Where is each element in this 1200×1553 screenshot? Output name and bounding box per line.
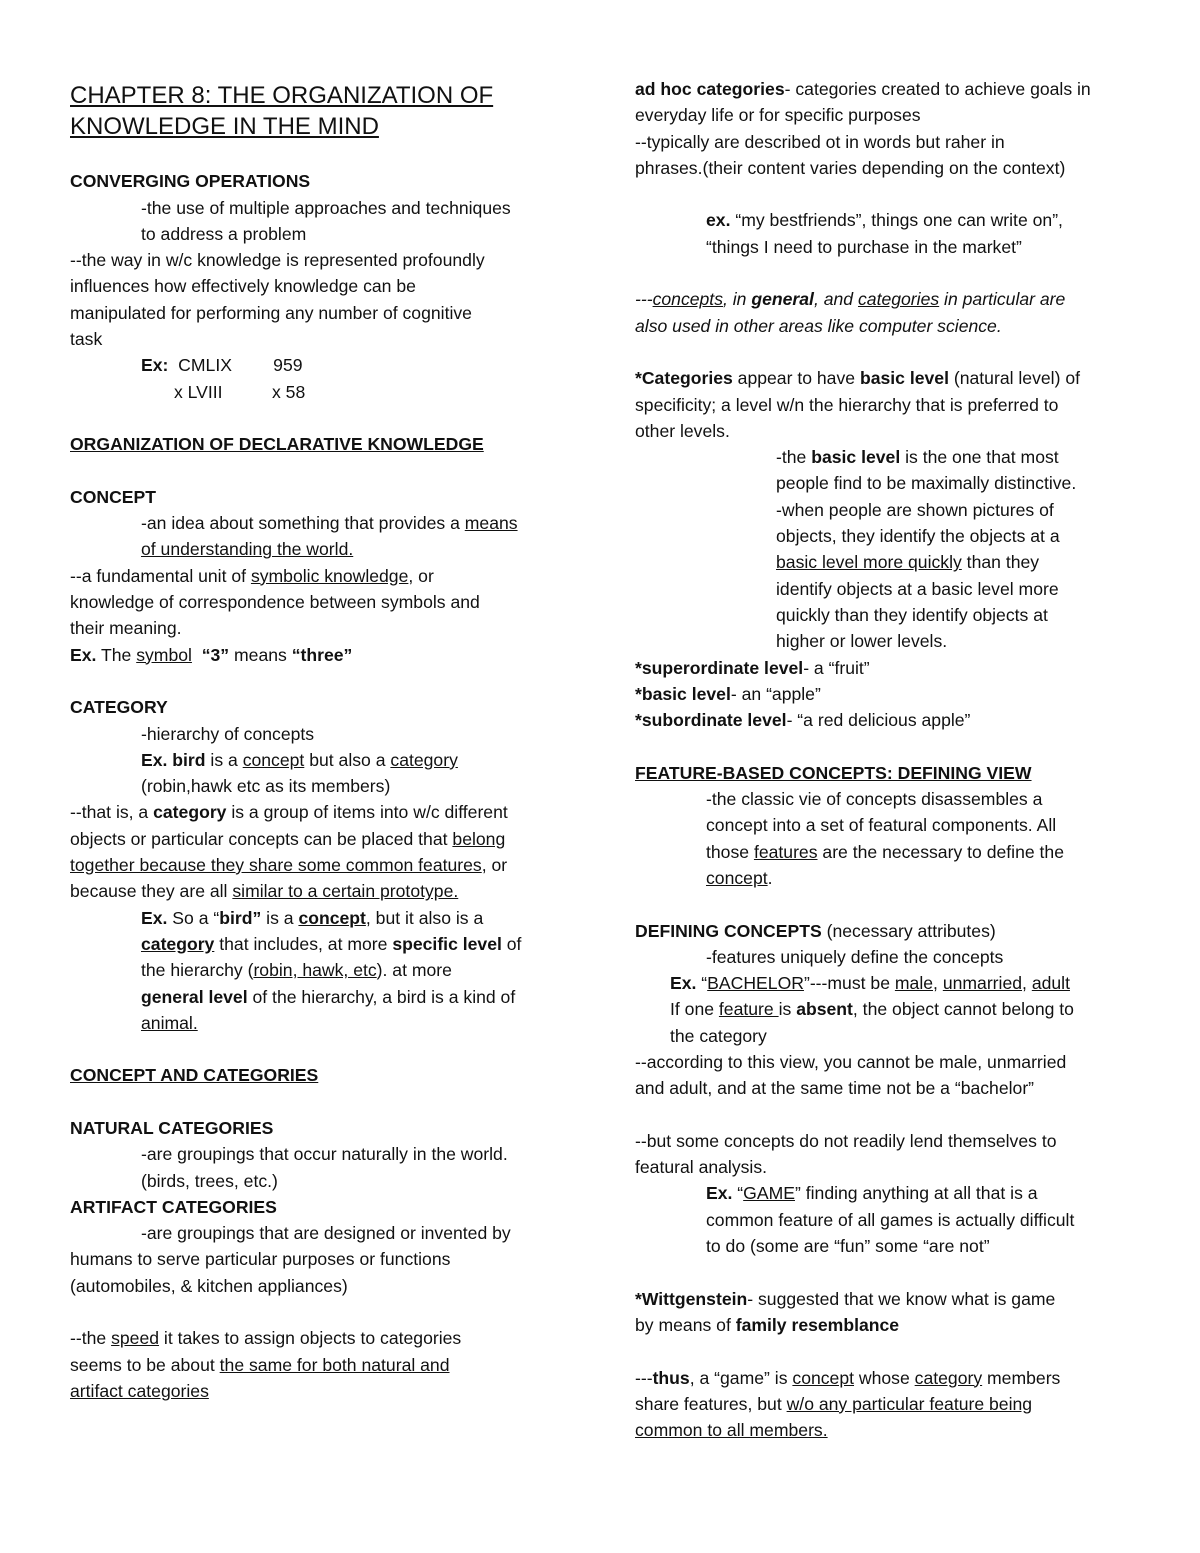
thus-line-3: common to all members. [635,1420,828,1441]
game-example: Ex. “GAME” finding anything at all that is a [706,1183,1038,1204]
thus-line-2: share features, but w/o any particular feature being [635,1393,1033,1414]
category-line-9: category that includes, at more specific level of [141,933,522,954]
converging-example-2: x LVIII x 58 [174,381,306,402]
concept-line-5: their meaning. [70,618,182,639]
category-line-4: --that is, a category is a group of items into w/c different [70,802,508,823]
defining-line-3: If one feature is absent, the object cannot belong to [670,999,1074,1020]
natural-categories-heading: NATURAL CATEGORIES [70,1117,274,1138]
defining-line-6: and adult, and at the same time not be a “bachelor” [635,1078,1035,1099]
concept-heading: CONCEPT [70,486,157,507]
basic-level-sub-1: -the basic level is the one that most [776,447,1059,468]
category-line-2: Ex. bird is a concept but also a category [141,749,458,770]
game-line-4: common feature of all games is actually difficult [706,1209,1075,1230]
category-line-10: the hierarchy (robin, hawk, etc). at more [141,960,452,981]
adhoc-line-1: ad hoc categories- categories created to achieve goals in [635,79,1091,99]
adhoc-line-4: phrases.(their content varies depending on the context) [635,157,1066,178]
defining-example: Ex. “BACHELOR”---must be male, unmarried, adult [670,973,1070,994]
org-declarative-heading: ORGANIZATION OF DECLARATIVE KNOWLEDGE [70,434,484,455]
speed-line-2: seems to be about the same for both natural and [70,1354,450,1375]
natural-line-1: -are groupings that occur naturally in the world. [141,1144,508,1165]
converging-para-2: influences how effectively knowledge can be [70,276,416,297]
artifact-line-1: -are groupings that are designed or invented by [141,1223,511,1244]
feature-based-heading: FEATURE-BASED CONCEPTS: DEFINING VIEW [635,762,1032,783]
wittgenstein-line-2: by means of family resemblance [635,1314,900,1335]
basic-level-line-3: other levels. [635,420,730,441]
concept-example: Ex. The symbol “3” means “three” [70,644,353,665]
adhoc-example-2: “things I need to purchase in the market” [706,236,1022,257]
basic-level-sub-7: quickly than they identify objects at [776,604,1048,625]
basic-level-line-1: *Categories appear to have basic level (natural level) of [635,368,1081,389]
category-line-11: general level of the hierarchy, a bird is a kind of [141,986,516,1007]
basic-level-sub-4: objects, they identify the objects at a [776,526,1060,547]
category-line-6: together because they share some common features, or [70,855,508,876]
superordinate-level: *superordinate level- a “fruit” [635,657,870,678]
speed-line-1: --the speed it takes to assign objects to categories [70,1328,462,1349]
chapter-title-line-2: KNOWLEDGE IN THE MIND [70,113,379,140]
game-line-1: --but some concepts do not readily lend themselves to [635,1130,1057,1151]
adhoc-line-3: --typically are described ot in words but raher in [635,131,1005,152]
converging-para-4: task [70,329,103,350]
feature-line-2: concept into a set of featural components. All [706,815,1057,836]
feature-line-3: those features are the necessary to define the [706,841,1064,862]
computer-science-line-2: also used in other areas like computer science. [635,315,1002,336]
converging-heading: CONVERGING OPERATIONS [70,171,311,192]
feature-line-4: concept. [706,867,773,888]
converging-def-1: -the use of multiple approaches and techniques [141,197,511,218]
computer-science-line-1: ---concepts, in general, and categories in particular are [635,289,1066,310]
concept-categories-heading: CONCEPT AND CATEGORIES [70,1065,319,1086]
concept-line-2: of understanding the world. [141,539,354,560]
concept-line-1: -an idea about something that provides a means [141,513,518,534]
basic-level-sub-6: identify objects at a basic level more [776,578,1059,599]
wittgenstein-line-1: *Wittgenstein- suggested that we know what is game [635,1288,1056,1309]
concept-line-3: --a fundamental unit of symbolic knowledge, or [70,565,434,586]
chapter-title-line-1: CHAPTER 8: THE ORGANIZATION OF [70,82,494,109]
category-line-12: animal. [141,1012,198,1033]
basic-level-sub-5: basic level more quickly than they [776,552,1040,573]
speed-line-3: artifact categories [70,1380,209,1401]
right-column [635,76,1140,1443]
category-line-3: (robin,hawk etc as its members) [141,776,391,797]
category-line-5: objects or particular concepts can be placed that belong [70,828,506,849]
adhoc-example-1: ex. “my bestfriends”, things one can write on”, [706,210,1063,231]
basic-level-line-2: specificity; a level w/n the hierarchy that is preferred to [635,394,1059,415]
category-line-1: -hierarchy of concepts [141,723,315,744]
basic-level-sub-8: higher or lower levels. [776,631,948,652]
concept-line-4: knowledge of correspondence between symbols and [70,592,480,613]
defining-line-4: the category [670,1025,767,1046]
subordinate-level: *subordinate level- “a red delicious apple” [635,710,971,731]
feature-line-1: -the classic vie of concepts disassembles a [706,789,1043,810]
artifact-line-3: (automobiles, & kitchen appliances) [70,1275,348,1296]
converging-example-1: Ex: CMLIX 959 [141,355,303,376]
artifact-categories-heading: ARTIFACT CATEGORIES [70,1196,277,1217]
converging-def-2: to address a problem [141,223,307,244]
basic-level-sub-3: -when people are shown pictures of [776,499,1054,520]
left-column [70,76,575,1404]
adhoc-line-2: everyday life or for specific purposes [635,105,921,126]
basic-level-sub-2: people find to be maximally distinctive. [776,473,1077,494]
category-line-7: because they are all similar to a certain prototype. [70,881,459,902]
game-line-5: to do (some are “fun” some “are not” [706,1236,990,1257]
game-line-2: featural analysis. [635,1157,768,1178]
category-line-8: Ex. So a “bird” is a concept, but it also is a [141,907,484,928]
basic-level-example: *basic level- an “apple” [635,683,821,704]
defining-line-5: --according to this view, you cannot be male, unmarried [635,1051,1067,1072]
converging-para-1: --the way in w/c knowledge is represented profoundly [70,250,485,271]
defining-concepts-heading: DEFINING CONCEPTS (necessary attributes) [635,920,996,941]
artifact-line-2: humans to serve particular purposes or functions [70,1249,451,1270]
category-heading: CATEGORY [70,697,168,718]
thus-line-1: ---thus, a “game” is concept whose category members [635,1367,1061,1388]
converging-para-3: manipulated for performing any number of cognitive [70,302,472,323]
natural-line-2: (birds, trees, etc.) [141,1170,278,1191]
defining-line-1: -features uniquely define the concepts [706,946,1004,967]
